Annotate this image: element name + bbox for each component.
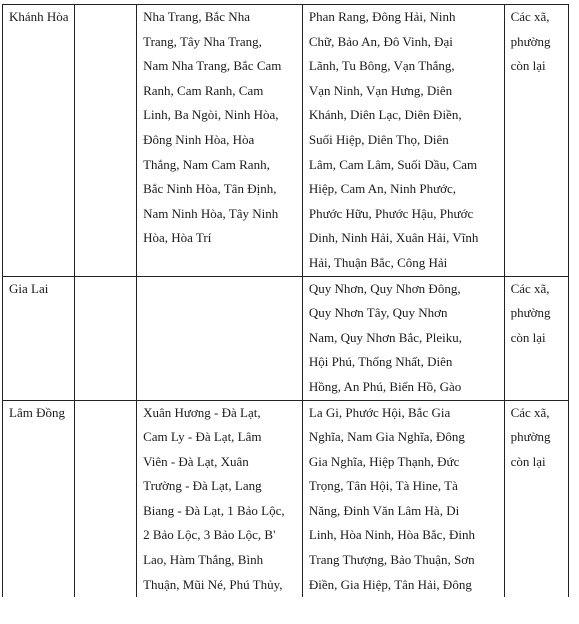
text-line: Điền, Gia Hiệp, Tân Hải, Đông bbox=[308, 576, 472, 592]
commune-list-cell bbox=[302, 5, 504, 277]
text-line: phường bbox=[510, 33, 551, 49]
text-line: Lao, Hàm Thắng, Bình bbox=[143, 552, 264, 568]
text-line: Nam Nha Trang, Bắc Cam bbox=[143, 58, 282, 74]
text-line: Quy Nhơn, Quy Nhơn Đông, bbox=[308, 280, 461, 296]
empty-cell bbox=[74, 276, 136, 400]
text-line: Năng, Đinh Văn Lâm Hà, Di bbox=[308, 502, 460, 518]
text-line: Hòa, Hòa Trí bbox=[143, 230, 212, 246]
text-line: Linh, Hòa Ninh, Hòa Bắc, Đinh bbox=[308, 527, 475, 543]
text-line: Suối Hiệp, Diên Thọ, Diên bbox=[308, 131, 449, 147]
text-line: còn lại bbox=[510, 329, 546, 345]
admin-units-table bbox=[2, 4, 569, 597]
table-row bbox=[3, 5, 569, 277]
text-line: phường bbox=[510, 305, 551, 321]
text-line: Hội Phú, Thống Nhất, Diên bbox=[308, 354, 453, 370]
text-line: La Gi, Phước Hội, Bắc Gia bbox=[308, 404, 451, 420]
remaining-units-cell bbox=[504, 400, 568, 597]
province-name: Lâm Đồng bbox=[9, 404, 65, 420]
text-line: còn lại bbox=[510, 453, 546, 469]
province-name: Gia Lai bbox=[9, 280, 49, 296]
text-line: Nam Ninh Hòa, Tây Ninh bbox=[143, 205, 279, 221]
empty-cell bbox=[74, 400, 136, 597]
text-line: Phan Rang, Đông Hải, Ninh bbox=[308, 9, 456, 24]
text-line: Linh, Ba Ngòi, Ninh Hòa, bbox=[143, 107, 279, 123]
text-line: Hồng, An Phú, Biển Hồ, Gào bbox=[308, 378, 462, 394]
text-line: Bắc Ninh Hòa, Tân Định, bbox=[143, 181, 277, 197]
text-line: Thắng, Nam Cam Ranh, bbox=[143, 156, 270, 172]
table-row bbox=[3, 276, 569, 400]
table-body bbox=[3, 5, 569, 598]
text-line: Vạn Ninh, Vạn Hưng, Diên bbox=[308, 82, 453, 98]
commune-list-cell bbox=[302, 400, 504, 597]
commune-list-cell bbox=[302, 276, 504, 400]
text-line: Chữ, Bảo An, Đô Vinh, Đại bbox=[308, 33, 453, 49]
text-line: Hiệp, Cam An, Ninh Phước, bbox=[308, 181, 457, 197]
empty-cell bbox=[74, 5, 136, 277]
text-line: Các xã, bbox=[510, 280, 550, 296]
text-line: Dinh, Ninh Hải, Xuân Hải, Vĩnh bbox=[308, 230, 479, 246]
text-line: Các xã, bbox=[510, 404, 550, 420]
text-line: Gia Nghĩa, Hiệp Thạnh, Đức bbox=[308, 453, 460, 469]
text-line: Quy Nhơn Tây, Quy Nhơn bbox=[308, 305, 448, 321]
text-line: Viên - Đà Lạt, Xuân bbox=[143, 453, 249, 469]
ward-list-cell bbox=[137, 400, 303, 597]
text-line: Trường - Đà Lạt, Lang bbox=[143, 478, 262, 494]
text-line: Hải, Thuận Bắc, Công Hải bbox=[308, 254, 448, 270]
text-line: Thuận, Mũi Né, Phú Thủy, bbox=[143, 576, 283, 592]
province-cell bbox=[3, 276, 75, 400]
text-line: Phước Hữu, Phước Hậu, Phước bbox=[308, 205, 474, 221]
ward-list-cell bbox=[137, 276, 303, 400]
text-line: Đông Ninh Hòa, Hòa bbox=[143, 131, 255, 147]
text-line: Biang - Đà Lạt, 1 Bảo Lộc, bbox=[143, 502, 285, 518]
text-line: Các xã, bbox=[510, 9, 550, 24]
province-cell bbox=[3, 400, 75, 597]
remaining-units-cell bbox=[504, 5, 568, 277]
remaining-units-cell bbox=[504, 276, 568, 400]
table-row bbox=[3, 400, 569, 597]
text-line: Trang, Tây Nha Trang, bbox=[143, 33, 262, 49]
text-line: Khánh, Diên Lạc, Diên Điền, bbox=[308, 107, 462, 123]
text-line: Xuân Hương - Đà Lạt, bbox=[143, 404, 261, 420]
ward-list-cell bbox=[137, 5, 303, 277]
text-line: Trọng, Tân Hội, Tà Hine, Tà bbox=[308, 478, 458, 494]
text-line: Nha Trang, Bắc Nha bbox=[143, 9, 250, 24]
text-line: Nam, Quy Nhơn Bắc, Pleiku, bbox=[308, 329, 462, 345]
text-line: còn lại bbox=[510, 58, 546, 74]
text-line: Ranh, Cam Ranh, Cam bbox=[143, 82, 264, 98]
text-line: Nghĩa, Nam Gia Nghĩa, Đông bbox=[308, 429, 465, 445]
province-name: Khánh Hòa bbox=[9, 9, 69, 24]
text-line: phường bbox=[510, 429, 551, 445]
text-line: Trang Thượng, Bảo Thuận, Sơn bbox=[308, 552, 475, 568]
text-line: Lãnh, Tu Bông, Vạn Thắng, bbox=[308, 58, 455, 74]
text-line: 2 Bảo Lộc, 3 Bảo Lộc, B' bbox=[143, 527, 276, 543]
province-cell bbox=[3, 5, 75, 277]
text-line: Lâm, Cam Lâm, Suối Dầu, Cam bbox=[308, 156, 478, 172]
text-line: Cam Ly - Đà Lạt, Lâm bbox=[143, 429, 262, 445]
